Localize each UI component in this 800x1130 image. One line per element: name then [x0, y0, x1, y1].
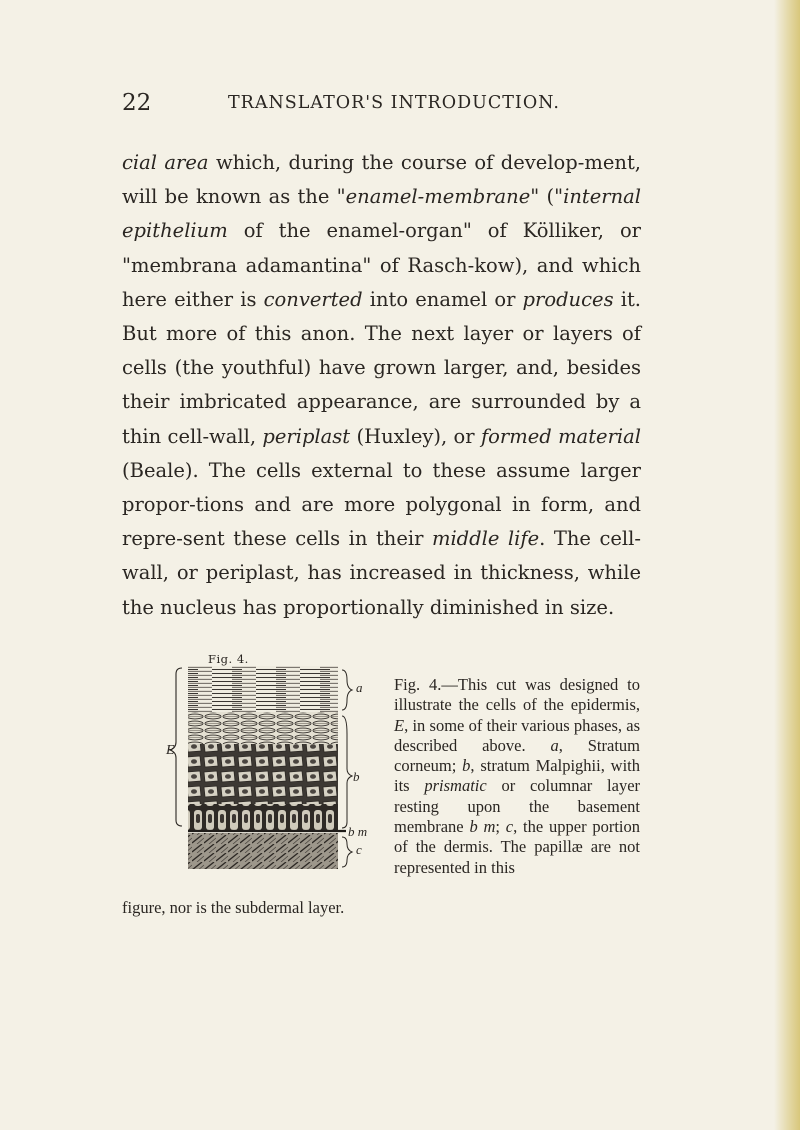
page-header	[122, 90, 642, 124]
caption-italic: a	[550, 735, 559, 755]
brace-c	[342, 837, 352, 867]
figure-caption-continuation: figure, nor is the subdermal layer.	[122, 898, 345, 917]
polygonal-cell-layer	[188, 744, 338, 804]
caption-figure-number: Fig. 4.	[394, 675, 442, 694]
label-c: c	[356, 842, 362, 857]
body-text-run: of the enamel-organ" of Kölliker, or "membrana adamantina" of Rasch-kow), and which here either is	[122, 219, 641, 311]
body-text-run: " ("	[530, 185, 564, 209]
italic-term: produces	[522, 287, 614, 311]
caption-text-run: , stratum Malpighii, with its	[394, 756, 640, 796]
caption-italic: c	[505, 817, 514, 837]
body-text-run: (Beale). The cells external to these assume larger propor-tions and are more polygonal in form, and repre-sent these cells in their	[122, 458, 641, 551]
italic-term: cial area	[122, 151, 209, 174]
page-edge-shadow	[774, 0, 800, 1130]
imbricated-cell-layer	[188, 712, 338, 744]
page-number: 22	[122, 90, 152, 116]
label-b: b	[353, 769, 360, 784]
caption-text-run: , the upper portion of the dermis. The papillæ are not represented in this	[394, 817, 641, 877]
caption-italic: b m	[469, 817, 496, 837]
label-a: a	[356, 680, 363, 695]
body-text-run: it. But more of this anon. The next layer or layers of cells (the youthful) have grown larger, and, besides their imbricated appearance, are surrounded by a thin cell-wall,	[122, 287, 641, 448]
figure-label: Fig. 4.	[208, 652, 249, 666]
brace-a	[342, 670, 352, 710]
label-e: E	[166, 743, 175, 758]
italic-term: middle life	[431, 527, 540, 551]
caption-italic: b	[462, 756, 471, 776]
body-paragraph	[122, 146, 641, 625]
caption-text-run: —This cut was designed to illustrate the cells of the epidermis,	[394, 675, 641, 715]
caption-italic: prismatic	[424, 776, 487, 796]
italic-term: internal epithelium	[122, 185, 641, 243]
body-text-run: (Huxley), or	[350, 424, 481, 448]
running-head: TRANSLATOR'S INTRODUCTION.	[228, 93, 560, 113]
body-text-run: . The cell-wall, or periplast, has increased in thickness, while the nucleus has proportionally diminished in size.	[122, 527, 641, 619]
body-text-run: which, during the course of develop-ment, will be known as the "	[122, 151, 641, 209]
brace-b	[342, 716, 352, 828]
stratum-corneum-layer	[188, 666, 338, 712]
epidermis-figure	[168, 664, 388, 884]
caption-text-run: , Stratum corneum;	[394, 735, 640, 776]
dermis-layer	[188, 833, 338, 869]
italic-term: formed material	[480, 424, 641, 448]
columnar-cell-layer	[188, 804, 338, 830]
body-text-run: into enamel or	[362, 287, 523, 311]
italic-term: periplast	[262, 424, 351, 448]
label-bm: b m	[348, 824, 368, 839]
caption-text-run: ;	[495, 817, 506, 837]
italic-term: enamel-membrane	[345, 185, 531, 209]
caption-text-run: or columnar layer resting upon the basement membrane	[394, 776, 641, 837]
epidermis-illustration	[168, 664, 388, 884]
figure-caption	[394, 675, 640, 878]
caption-italic: E	[394, 715, 405, 735]
italic-term: converted	[263, 287, 363, 311]
caption-text-run: , in some of their various phases, as described above.	[394, 715, 640, 755]
